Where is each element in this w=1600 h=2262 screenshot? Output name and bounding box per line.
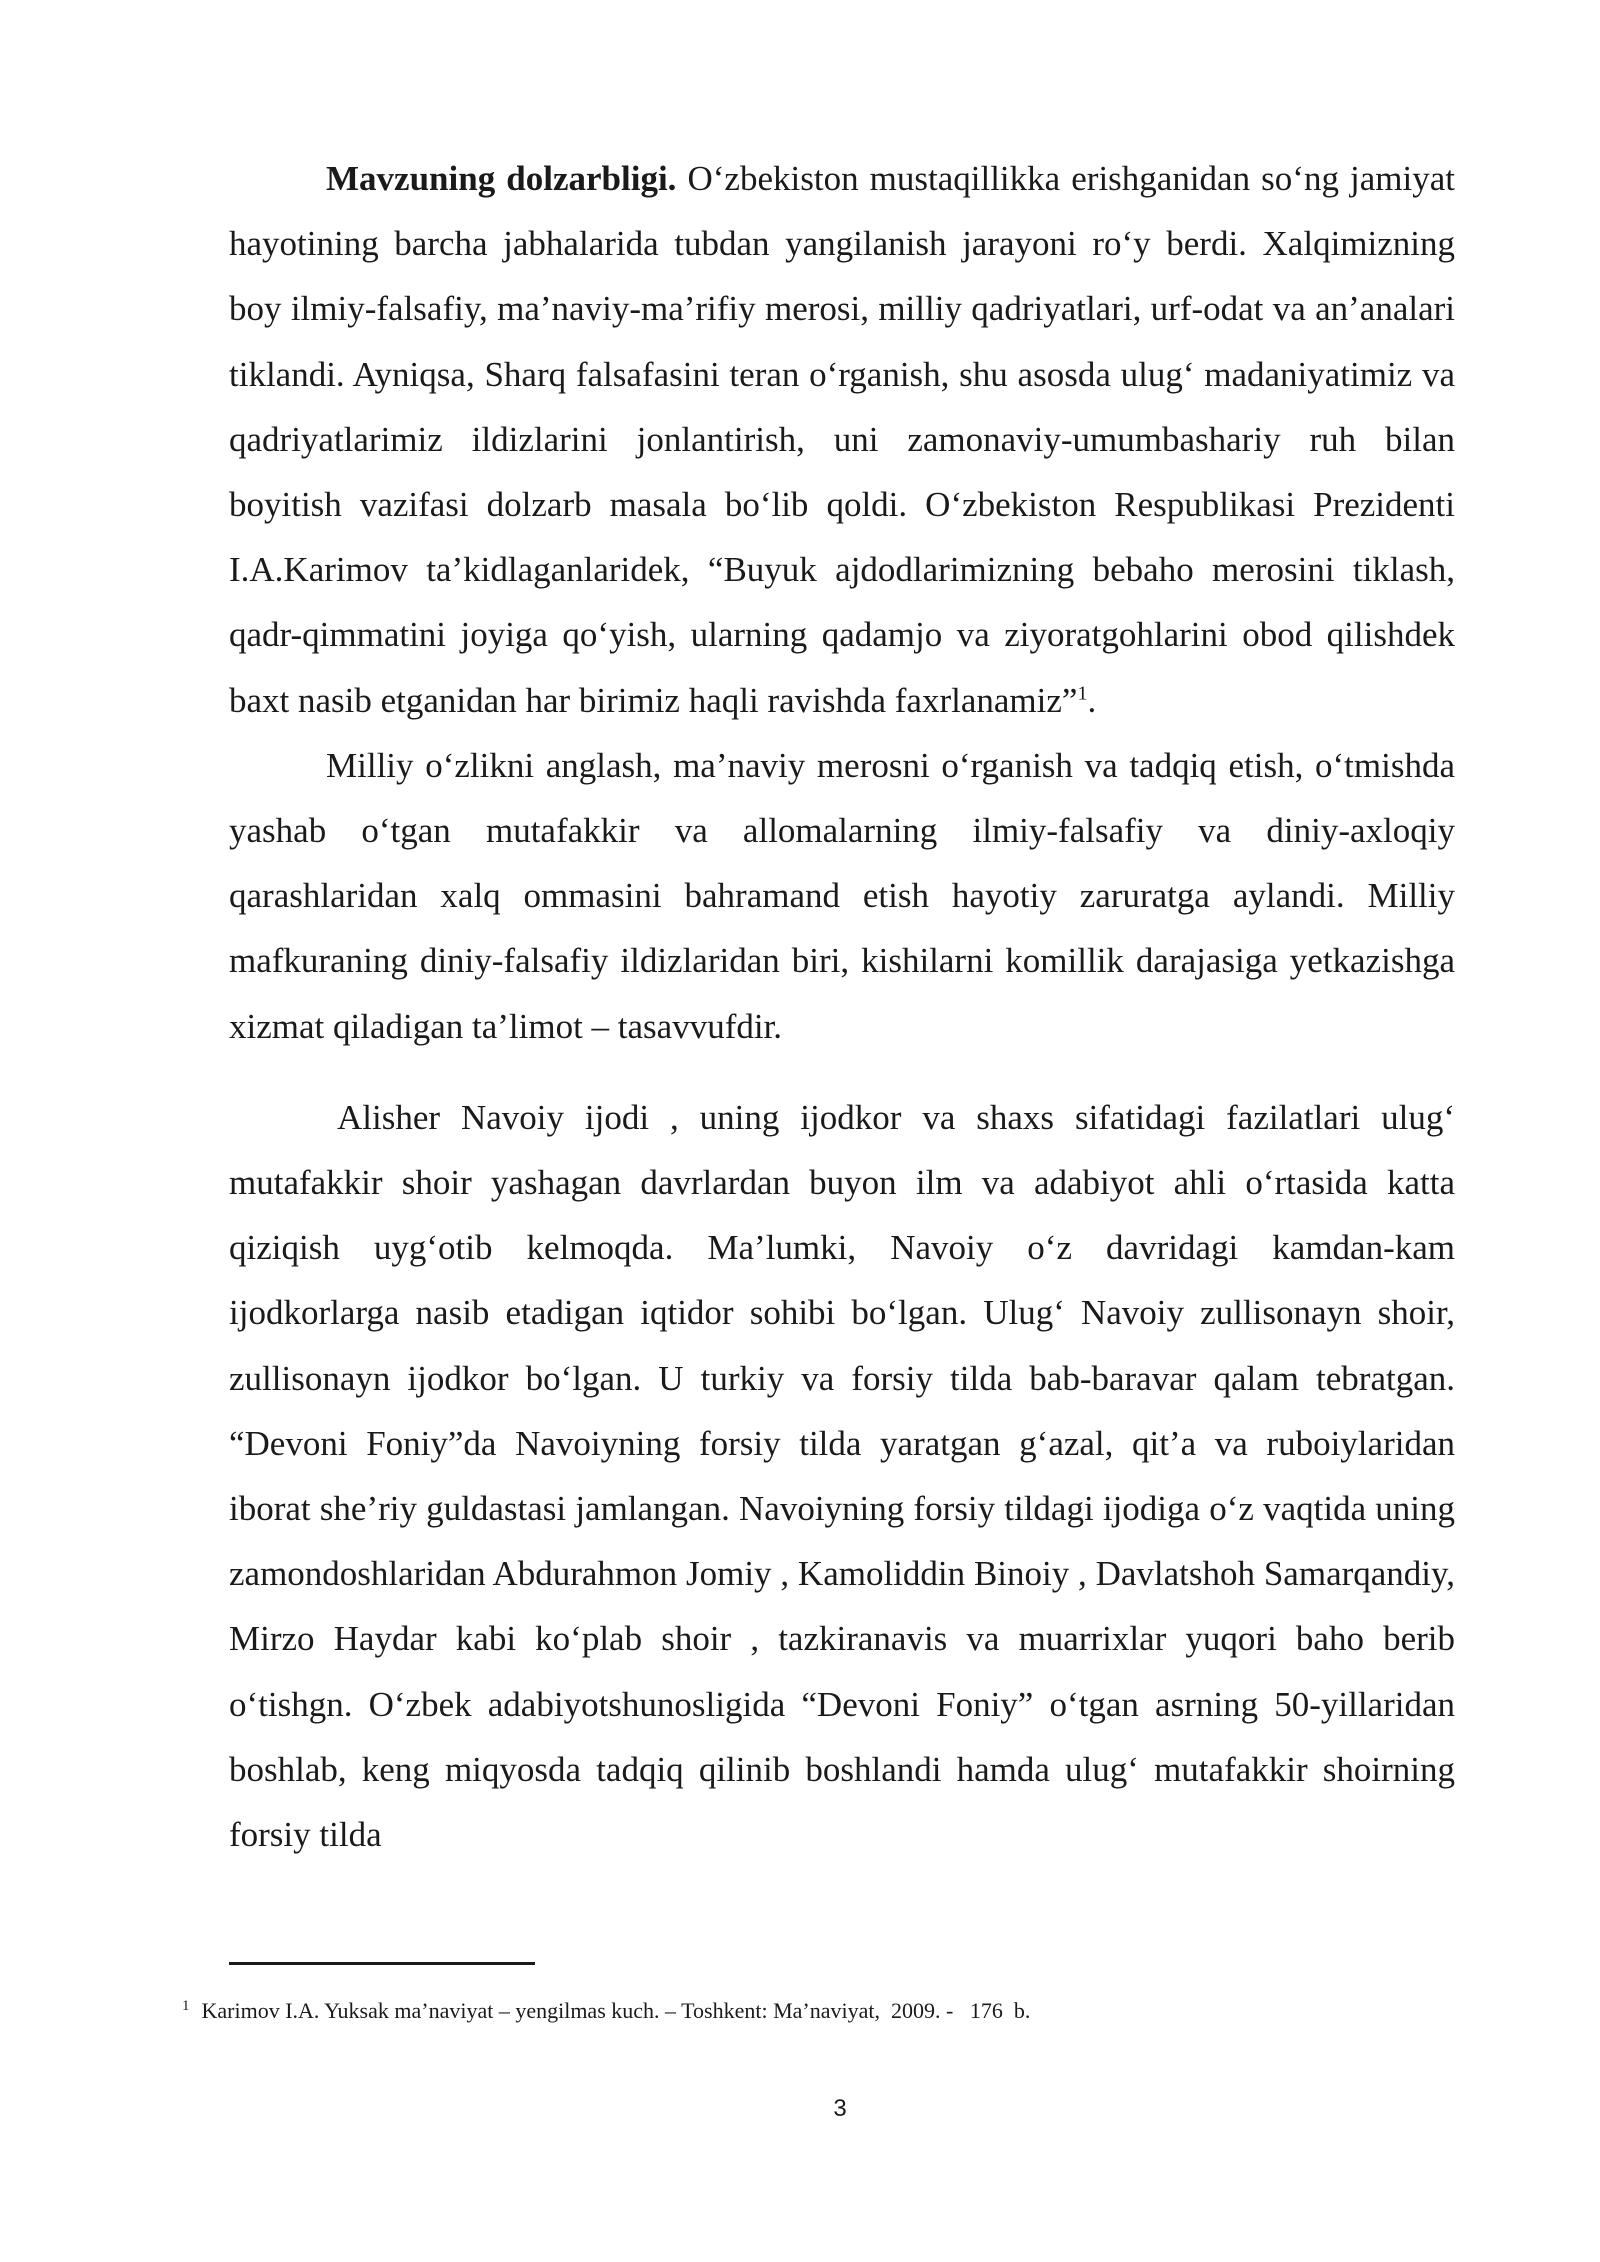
paragraph-topicality: [229, 146, 1455, 733]
footnote-separator: [229, 1962, 535, 1965]
footnote-number: 1: [182, 1997, 190, 2014]
paragraph-navoiy: Alisher Navoiy ijodi , uning ijodkor va shaxs sifatidagi fazilatlari ulug‘ mutafakkir shoir yashagan davrlardan buyon ilm va adabiyot ahli o‘rtasida katta qiziqish uyg‘otib kelmoqda. Ma’lumki, Navoiy o‘z davridagi kamdan-kam ijodkorlarga nasib etadigan iqtidor sohibi bo‘lgan. Ulug‘ Navoiy zullisonayn shoir, zullisonayn ijodkor bo‘lgan. U turkiy va forsiy tilda bab-baravar qalam tebratgan. “Devoni Foniy”da Navoiyning forsiy tilda yaratgan g‘azal, qit’a va ruboiylaridan iborat she’riy guldastasi jamlangan. Navoiyning forsiy tildagi ijodiga o‘z vaqtida uning zamondoshlaridan Abdurahmon Jomiy , Kamoliddin Binoiy , Davlatshoh Samarqandiy, Mirzo Haydar kabi ko‘plab shoir , tazkiranavis va muarrixlar yuqori baho berib o‘tishgn. O‘zbek adabiyotshunosligida “Devoni Foniy” o‘tgan asrning 50-yillaridan boshlab, keng miqyosda tadqiq qilinib boshlandi hamda ulug‘ mutafakkir shoirning forsiy tilda: [229, 1097, 1455, 1855]
footnote: [182, 1996, 1442, 2026]
section-lead-heading: Mavzuning dolzarbligi.: [326, 159, 677, 198]
paragraph-end-punctuation: .: [1087, 680, 1097, 720]
footnote-reference[interactable]: 1: [1077, 681, 1088, 704]
page-number: 3: [833, 2095, 847, 2122]
footnote-text: Karimov I.A. Yuksak ma’naviyat – yengilmas kuch. – Toshkent: Ma’naviyat, 2009. - 176 b.: [201, 1998, 1031, 2023]
paragraph-national-identity: Milliy o‘zlikni anglash, ma’naviy merosni o‘rganish va tadqiq etish, o‘tmishda yashab o‘tgan mutafakkir va allomalarning ilmiy-falsafiy va diniy-axloqiy qarashlaridan xalq ommasini bahramand etish hayotiy zaruratga aylandi. Milliy mafkuraning diniy-falsafiy ildizlaridan biri, kishilarni komillik darajasiga yetkazishga xizmat qiladigan ta’limot – tasavvufdir.: [229, 745, 1455, 1046]
body-text: [229, 146, 1455, 1867]
paragraph-text: O‘zbekiston mustaqillikka erishganidan so‘ng jamiyat hayotining barcha jabhalarida tubdan yangilanish jarayoni ro‘y berdi. Xalqimizning boy ilmiy-falsafiy, ma’naviy-ma’rifiy merosi, milliy qadriyatlari, urf-odat va an’analari tiklandi. Ayniqsa, Sharq falsafasini teran o‘rganish, shu asosda ulug‘ madaniyatimiz va qadriyatlarimiz ildizlarini jonlantirish, uni zamonaviy-umumbashariy ruh bilan boyitish vazifasi dolzarb masala bo‘lib qoldi. O‘zbekiston Respublikasi Prezidenti I.A.Karimov ta’kidlaganlaridek, “Buyuk ajdodlarimizning bebaho merosini tiklash, qadr-qimmatini joyiga qo‘yish, ularning qadamjo va ziyoratgohlarini obod qilishdek baxt nasib etganidan har birimiz haqli ravishda faxrlanamiz”: [229, 159, 1455, 720]
